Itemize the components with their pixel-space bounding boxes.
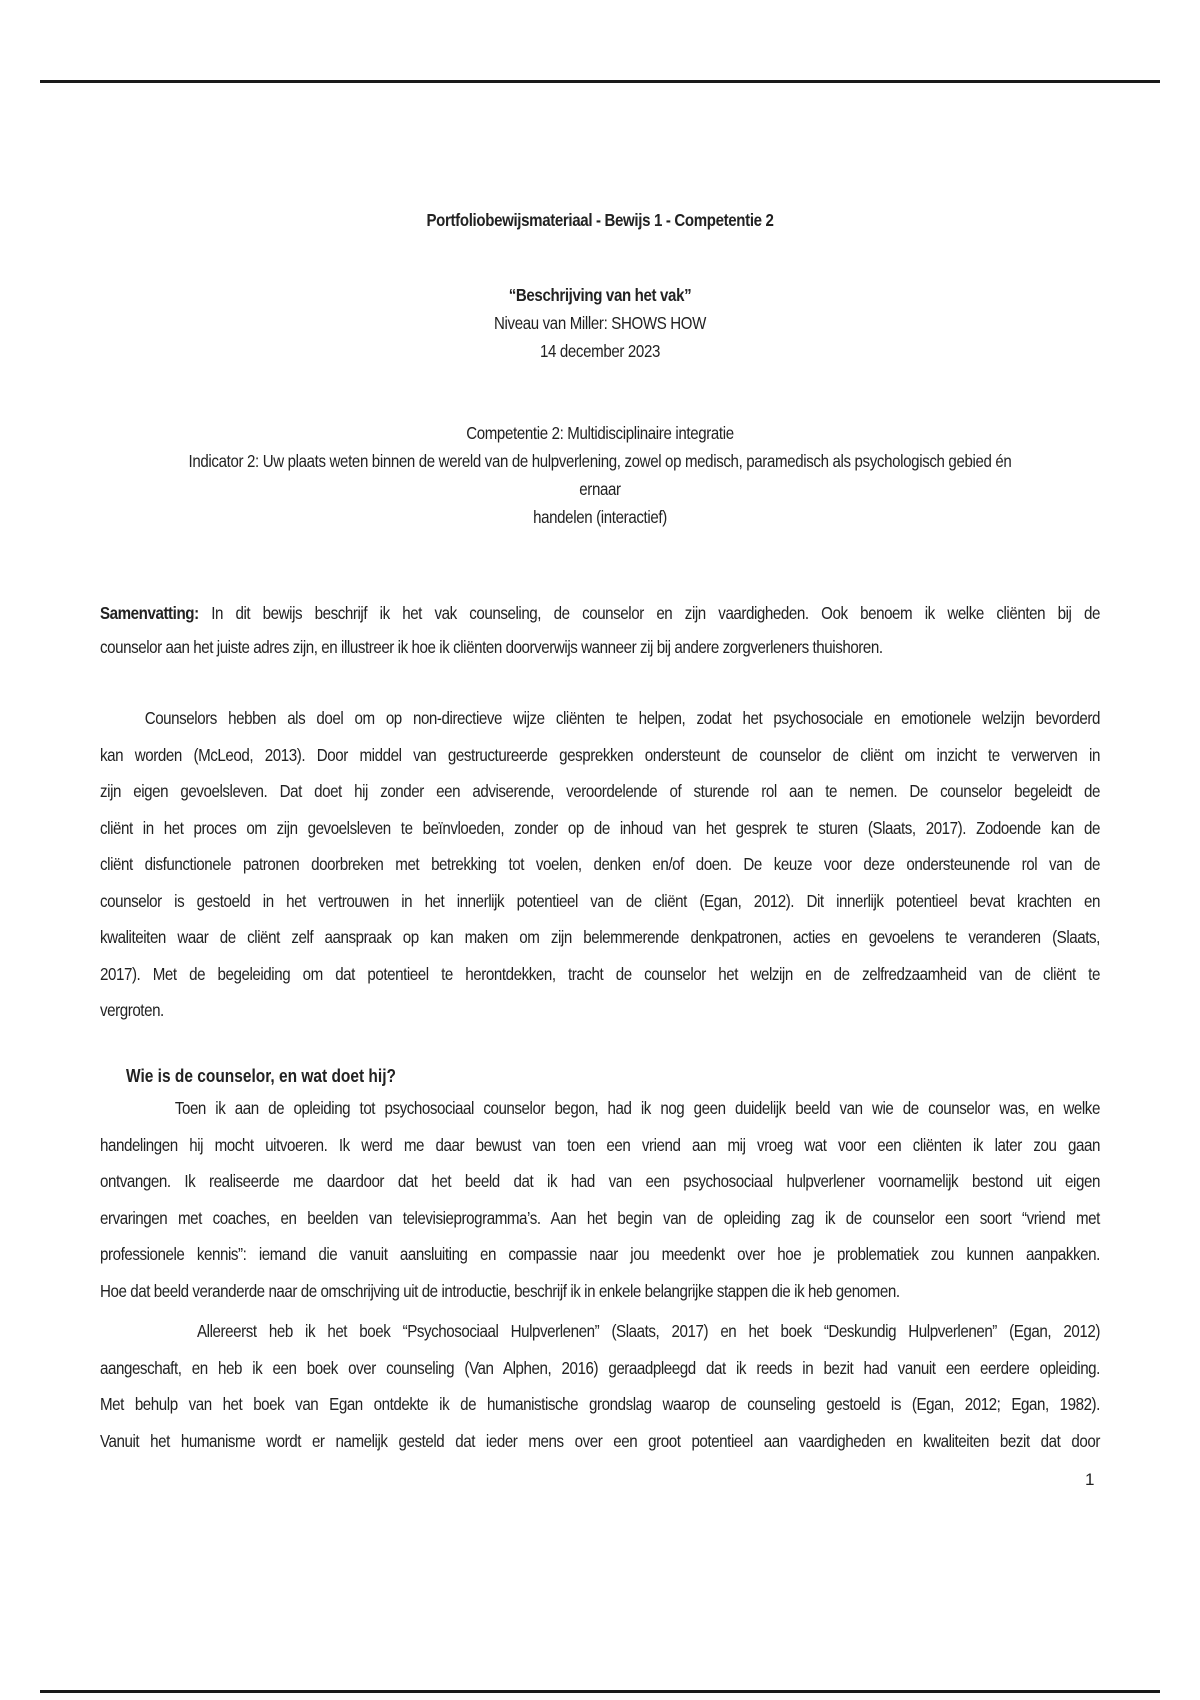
section-heading: Wie is de counselor, en wat doet hij? xyxy=(126,1066,396,1086)
paragraph-line: ontvangen. Ik realiseerde me daardoor dat het beeld dat ik had van een psychosociaal hulpverlener voornamelijk bestond uit eigen xyxy=(100,1171,1100,1191)
summary-label: Samenvatting: xyxy=(100,603,199,623)
miller-level: Niveau van Miller: SHOWS HOW xyxy=(494,313,706,333)
paragraph-line: handelingen hij mocht uitvoeren. Ik werd me daar bewust van toen een vriend aan mij vroeg wat voor een cliënten ik later zou gaan xyxy=(100,1134,1100,1155)
indicator-line-2: handelen (interactief) xyxy=(533,507,667,527)
competence-block xyxy=(100,419,1100,531)
paragraph-line: 2017). Met de begeleiding om dat potentieel te herontdekken, tracht de counselor het welzijn en de zelfredzaamheid van de cliënt te xyxy=(100,963,1100,984)
summary-paragraph xyxy=(100,596,1100,664)
paragraph-line: kan worden (McLeod, 2013). Door middel van gestructureerde gesprekken ondersteunt de counselor de cliënt om inzicht te verwerven in xyxy=(100,744,1100,765)
paragraph-line: vergroten. xyxy=(100,1000,164,1020)
bottom-rule xyxy=(40,1690,1160,1693)
paragraph-line: Vanuit het humanisme wordt er namelijk gesteld dat ieder mens over een groot potentieel aan vaardigheden en kwaliteiten bezit dat door xyxy=(100,1430,1100,1451)
paragraph-line: Allereerst heb ik het boek “Psychosociaal Hulpverlenen” (Slaats, 2017) en het boek “Deskundig Hulpverlenen” (Egan, 2012) xyxy=(100,1321,1100,1341)
competence-title: Competentie 2: Multidisciplinaire integratie xyxy=(466,423,734,443)
summary-line xyxy=(100,596,1100,630)
document-subtitle: “Beschrijving van het vak” xyxy=(508,285,692,305)
intro-paragraph xyxy=(100,700,1100,1029)
paragraph-line: professionele kennis”: iemand die vanuit aansluiting en compassie naar jou meedenkt over hoe je problematiek zou kunnen aanpakken. xyxy=(100,1244,1100,1264)
document-title: Portfoliobewijsmateriaal - Bewijs 1 - Competentie 2 xyxy=(426,210,774,230)
document-header-block xyxy=(100,281,1100,365)
body-paragraph-1 xyxy=(100,1090,1100,1309)
paragraph-line: ervaringen met coaches, en beelden van televisieprogramma’s. Aan het begin van de opleiding zag ik de counselor een soort “vriend met xyxy=(100,1207,1100,1228)
page-number: 1 xyxy=(1085,1470,1095,1489)
body-paragraph-2 xyxy=(100,1313,1100,1459)
indicator-line-1: Indicator 2: Uw plaats weten binnen de wereld van de hulpverlening, zowel op medisch, paramedisch als psychologisch gebied én ernaar xyxy=(188,451,1012,499)
document-date: 14 december 2023 xyxy=(539,341,660,361)
top-rule xyxy=(40,80,1160,83)
paragraph-line: Toen ik aan de opleiding tot psychosociaal counselor begon, had ik nog geen duidelijk beeld van wie de counselor was, en welke xyxy=(100,1098,1100,1118)
paragraph-line: Counselors hebben als doel om op non-directieve wijze cliënten te helpen, zodat het psychosociale en emotionele welzijn bevorderd xyxy=(100,708,1100,728)
paragraph-line: aangeschaft, en heb ik een boek over counseling (Van Alphen, 2016) geraadpleegd dat ik reeds in bezit had vanuit een eerdere opleiding. xyxy=(100,1357,1100,1378)
summary-line: counselor aan het juiste adres zijn, en illustreer ik hoe ik cliënten doorverwijs wanneer zij bij andere zorgverleners thuishoren. xyxy=(100,637,883,657)
paragraph-line: zijn eigen gevoelsleven. Dat doet hij zonder een adviserende, veroordelende of sturende rol aan te nemen. De counselor begeleidt de xyxy=(100,781,1100,801)
paragraph-line: cliënt in het proces om zijn gevoelsleven te beïnvloeden, zonder op de inhoud van het gesprek te sturen (Slaats, 2017). Zodoende kan de xyxy=(100,817,1100,838)
paragraph-line: counselor is gestoeld in het vertrouwen in het innerlijk potentieel van de cliënt (Egan, 2012). Dit innerlijk potentieel bevat krachten en xyxy=(100,890,1100,911)
paragraph-line: kwaliteiten waar de cliënt zelf aanspraak op kan maken om zijn belemmerende denkpatronen, acties en gevoelens te veranderen (Slaats, xyxy=(100,927,1100,947)
paragraph-line: cliënt disfunctionele patronen doorbreken met betrekking tot voelen, denken en/of doen. De keuze voor deze ondersteunende rol van de xyxy=(100,854,1100,874)
paragraph-line: Met behulp van het boek van Egan ontdekte ik de humanistische grondslag waarop de counseling gestoeld is (Egan, 2012; Egan, 1982). xyxy=(100,1394,1100,1414)
paragraph-line: Hoe dat beeld veranderde naar de omschrijving uit de introductie, beschrijf ik in enkele belangrijke stappen die ik heb genomen. xyxy=(100,1280,900,1301)
summary-text-1: In dit bewijs beschrijf ik het vak counseling, de counselor en zijn vaardigheden. Ook benoem ik welke cliënten bij de xyxy=(211,603,1100,623)
